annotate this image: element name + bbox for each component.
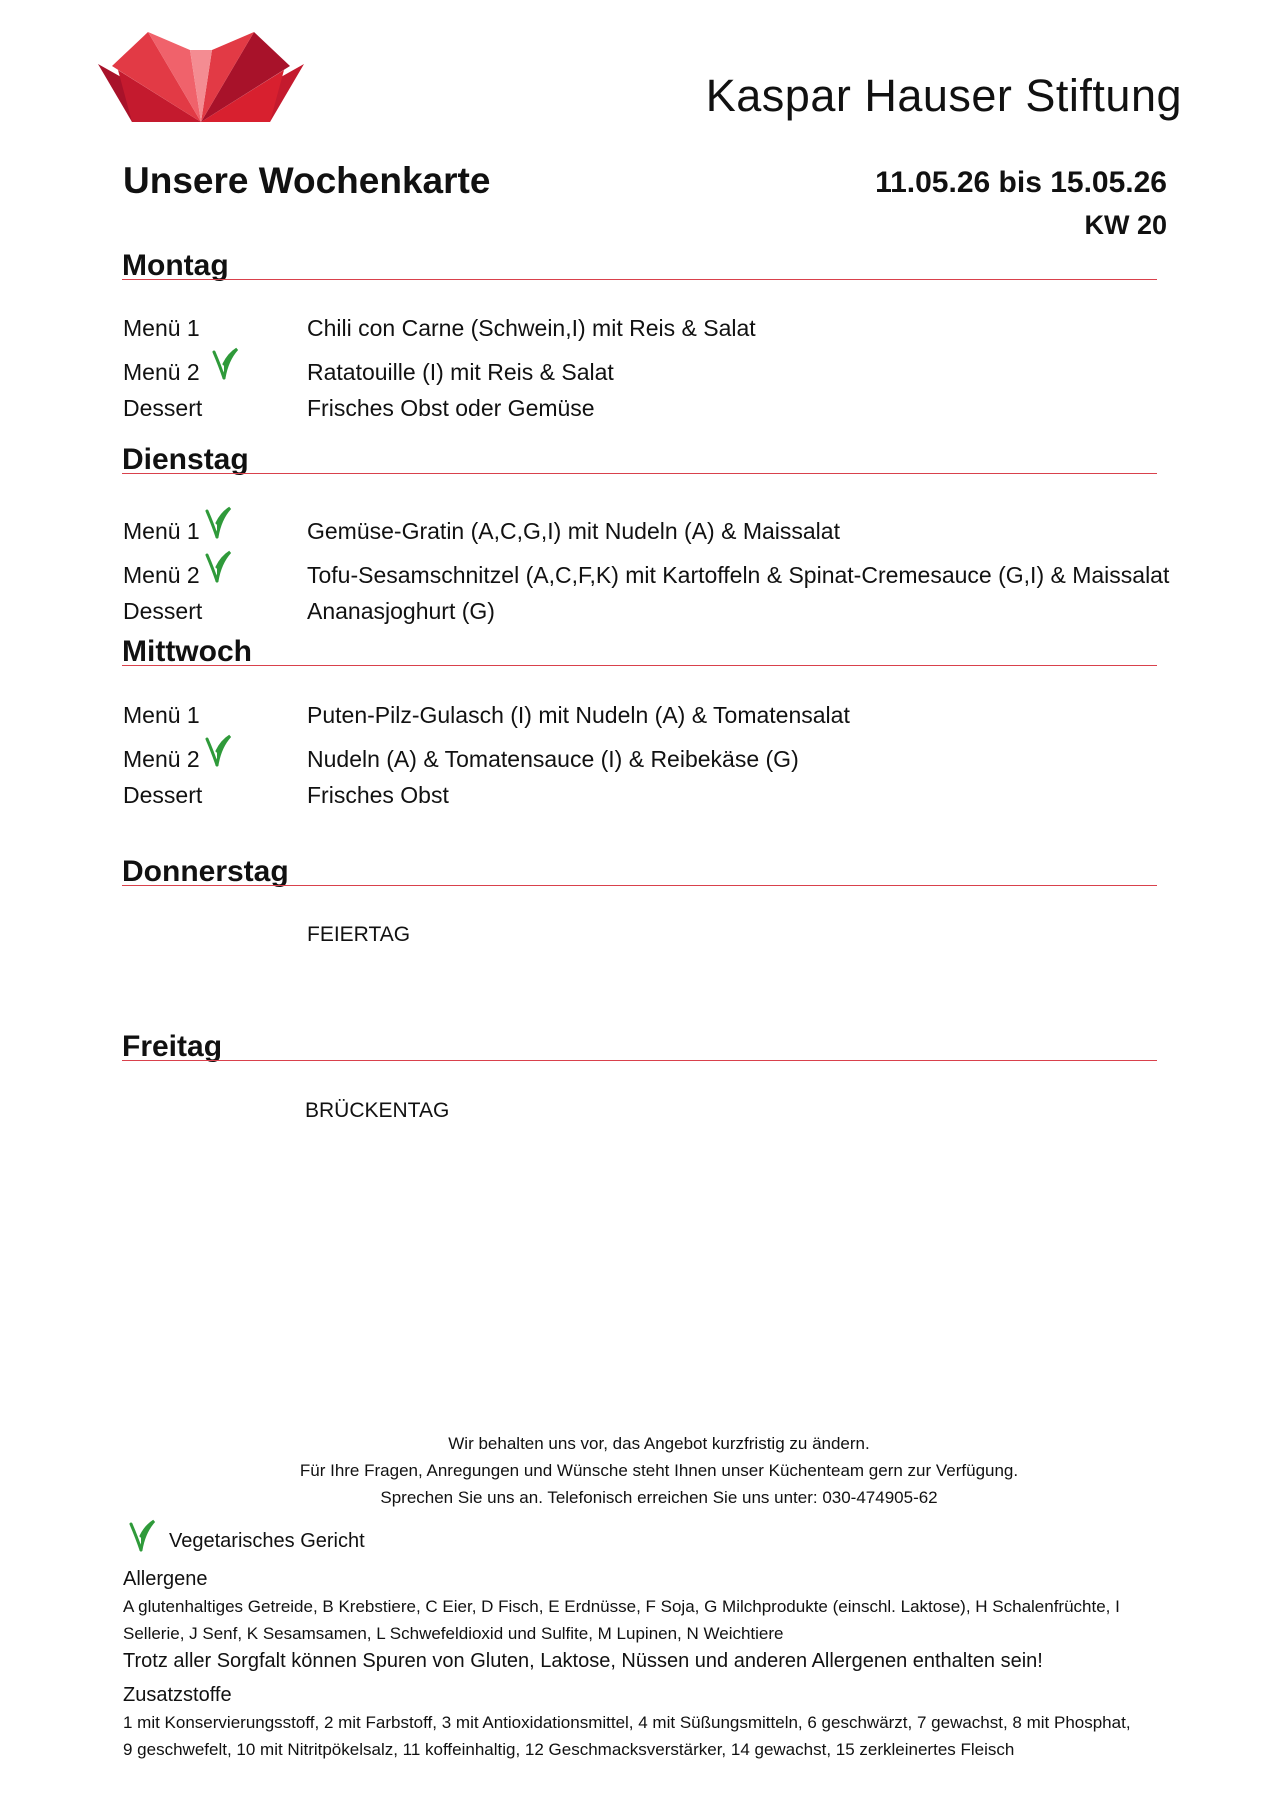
- menu-label: Dessert: [123, 395, 203, 421]
- vegetarian-leaf-icon: [128, 1518, 156, 1552]
- menu-label: Menü 1: [123, 702, 200, 728]
- day-divider: [122, 279, 1157, 280]
- day-divider: [122, 885, 1157, 886]
- menu-item-text: Chili con Carne (Schwein,I) mit Reis & Salat: [307, 315, 756, 341]
- day-divider: [122, 665, 1157, 666]
- menu-item-text: Tofu-Sesamschnitzel (A,C,F,K) mit Kartoffeln & Spinat-Cremesauce (G,I) & Maissalat: [307, 562, 1170, 588]
- menu-item-text: Nudeln (A) & Tomatensauce (I) & Reibekäse (G): [307, 746, 799, 772]
- menu-item-text: Gemüse-Gratin (A,C,G,I) mit Nudeln (A) & Maissalat: [307, 518, 840, 544]
- allergens-list: A glutenhaltiges Getreide, B Krebstiere, C Eier, D Fisch, E Erdnüsse, F Soja, G Milchprodukte (einschl. Laktose), H Schalenfrüchte, I: [123, 1597, 1120, 1616]
- vegetarian-leaf-icon: [211, 346, 239, 380]
- menu-item-text: Puten-Pilz-Gulasch (I) mit Nudeln (A) & Tomatensalat: [307, 702, 850, 728]
- vegetarian-leaf-icon: [204, 733, 232, 767]
- menu-item-text: Ananasjoghurt (G): [307, 598, 495, 624]
- calendar-week: KW 20: [1084, 210, 1167, 240]
- additives-title: Zusatzstoffe: [123, 1684, 232, 1706]
- day-divider: [122, 473, 1157, 474]
- day-heading-freitag: Freitag: [122, 1030, 223, 1063]
- organization-name: Kaspar Hauser Stiftung: [705, 70, 1182, 121]
- day-heading-donnerstag: Donnerstag: [122, 855, 289, 888]
- allergen-warning: Trotz aller Sorgfalt können Spuren von Gluten, Laktose, Nüssen und anderen Allergenen enthalten sein!: [123, 1650, 1043, 1672]
- day-heading-mittwoch: Mittwoch: [122, 635, 252, 668]
- contact-notice: Für Ihre Fragen, Anregungen und Wünsche steht Ihnen unser Küchenteam gern zur Verfügung.: [299, 1461, 1019, 1480]
- page-title: Unsere Wochenkarte: [123, 160, 491, 201]
- allergens-title: Allergene: [123, 1568, 208, 1590]
- menu-item-text: Frisches Obst oder Gemüse: [307, 395, 595, 421]
- menu-label: Menü 2: [123, 562, 200, 588]
- vegetarian-leaf-icon: [204, 505, 232, 539]
- menu-item-text: Ratatouille (I) mit Reis & Salat: [307, 359, 614, 385]
- menu-label: Menü 2: [123, 746, 200, 772]
- phone-notice: Sprechen Sie uns an. Telefonisch erreichen Sie uns unter: 030-474905-62: [380, 1488, 938, 1507]
- additives-list: 9 geschwefelt, 10 mit Nitritpökelsalz, 11 koffeinhaltig, 12 Geschmacksverstärker, 14 gewachst, 15 zerkleinertes Fleisch: [123, 1740, 1015, 1759]
- holiday-note: BRÜCKENTAG: [305, 1099, 450, 1122]
- allergens-list: Sellerie, J Senf, K Sesamsamen, L Schwefeldioxid und Sulfite, M Lupinen, N Weichtiere: [123, 1624, 784, 1643]
- vegetarian-legend: Vegetarisches Gericht: [169, 1530, 365, 1552]
- menu-label: Menü 1: [123, 518, 200, 544]
- date-range: 11.05.26 bis 15.05.26: [875, 166, 1167, 199]
- menu-label: Menü 1: [123, 315, 200, 341]
- menu-item-text: Frisches Obst: [307, 782, 449, 808]
- day-divider: [122, 1060, 1157, 1061]
- day-heading-dienstag: Dienstag: [122, 443, 249, 476]
- menu-label: Dessert: [123, 598, 203, 624]
- additives-list: 1 mit Konservierungsstoff, 2 mit Farbstoff, 3 mit Antioxidationsmittel, 4 mit Süßungsmitteln, 6 geschwärzt, 7 gewachst, 8 mit Phosphat,: [123, 1713, 1131, 1732]
- change-notice: Wir behalten uns vor, das Angebot kurzfristig zu ändern.: [448, 1434, 870, 1453]
- menu-label: Dessert: [123, 782, 203, 808]
- vegetarian-leaf-icon: [204, 549, 232, 583]
- menu-label: Menü 2: [123, 359, 200, 385]
- holiday-note: FEIERTAG: [307, 923, 411, 946]
- organization-logo: [98, 30, 304, 126]
- day-heading-montag: Montag: [122, 249, 229, 282]
